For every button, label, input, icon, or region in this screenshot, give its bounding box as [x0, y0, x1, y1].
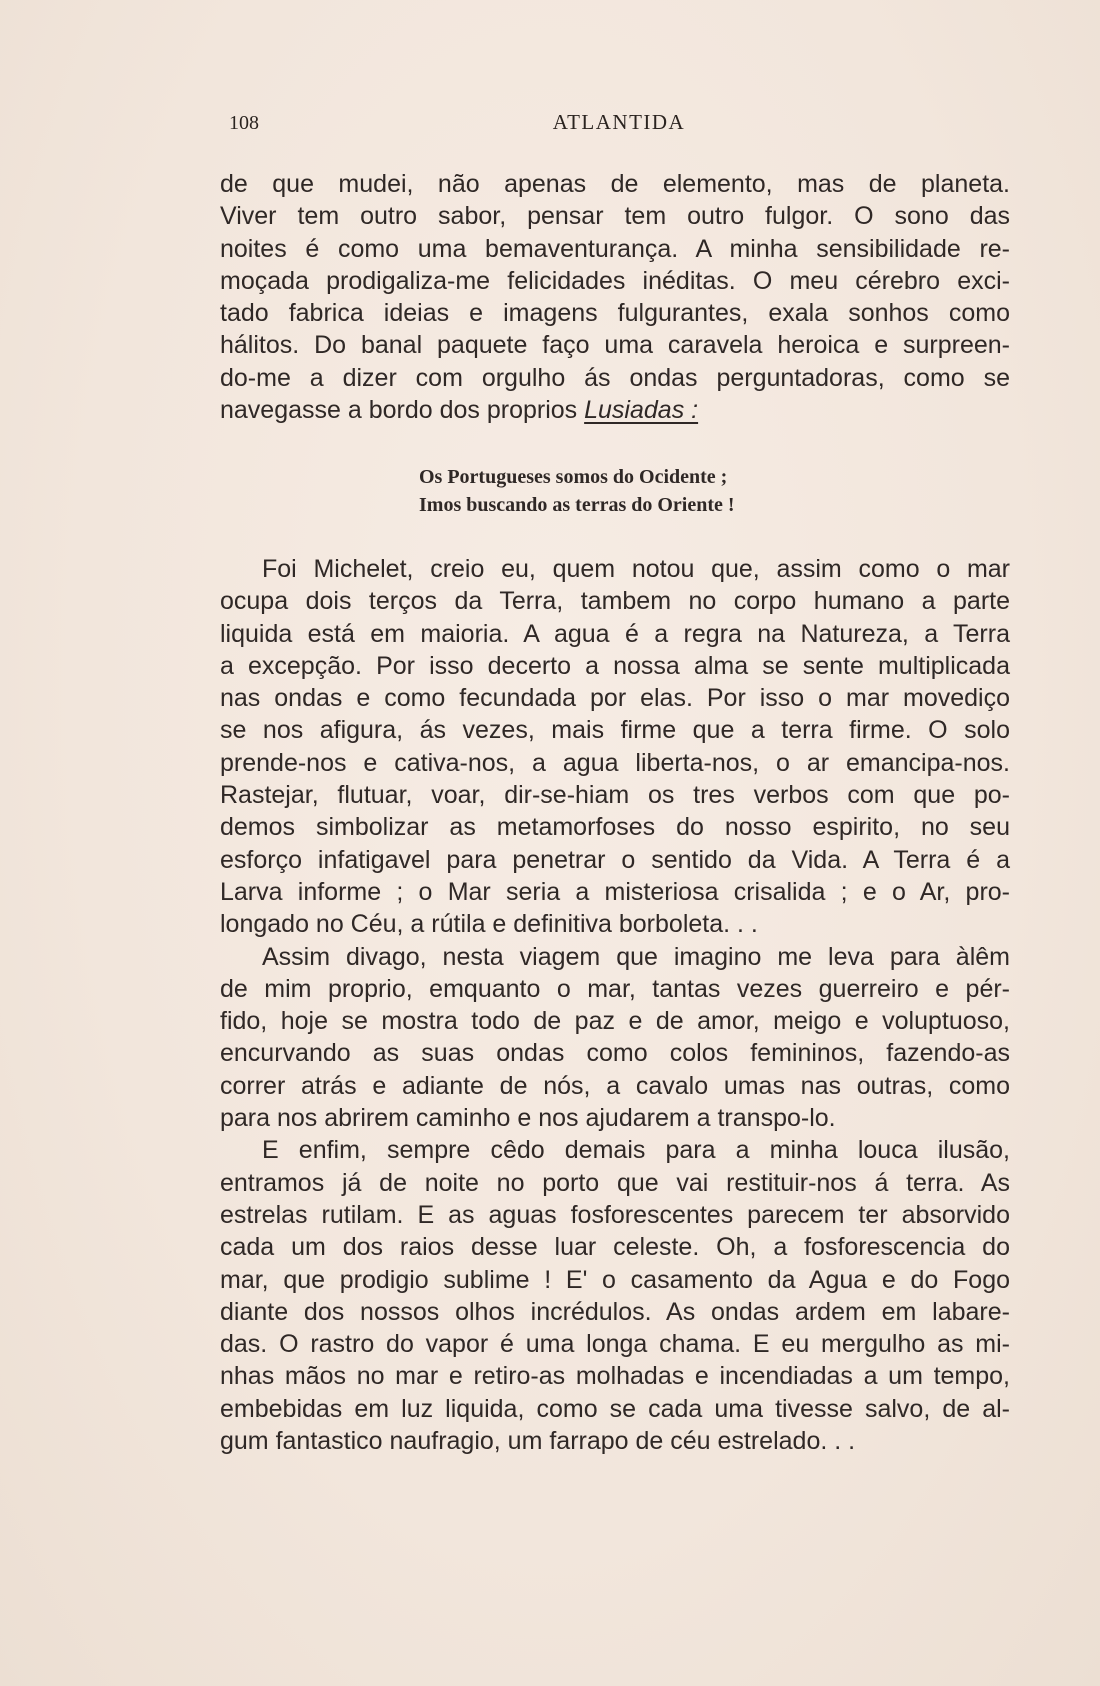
text-line: longado no Céu, a rútila e definitiva borboleta. . . — [220, 910, 758, 939]
text-line: a excepção. Por isso decerto a nossa alma se sente multiplicada — [220, 651, 1010, 680]
text-line: para nos abrirem caminho e nos ajudarem a transpo-lo. — [220, 1104, 836, 1133]
text-line: Foi Michelet, creio eu, quem notou que, assim como o mar — [262, 555, 1010, 583]
book-title-lusiadas: Lusiadas : — [584, 396, 699, 425]
text-line: Larva informe ; o Mar seria a misteriosa crisalida ; e o Ar, pro- — [220, 877, 1010, 906]
text-line: correr atrás e adiante de nós, a cavalo umas nas outras, como — [220, 1071, 1010, 1100]
text-line — [220, 394, 1010, 426]
running-title: ATLANTIDA — [552, 110, 686, 134]
text-line: mar, que prodigio sublime ! E' o casamento da Agua e do Fogo — [220, 1265, 1010, 1294]
text-line: diante dos nossos olhos incrédulos. As ondas ardem em labare- — [220, 1297, 1010, 1326]
text-line: Viver tem outro sabor, pensar tem outro fulgor. O sono das — [220, 202, 1010, 231]
paragraph-2 — [220, 553, 1010, 941]
verse-line-1: Os Portugueses somos do Ocidente ; — [419, 466, 728, 488]
text-line: prende-nos e cativa-nos, a agua liberta-nos, o ar emancipa-nos. — [220, 748, 1010, 777]
body-text-continued — [220, 553, 1010, 1457]
paragraph-1 — [220, 168, 1010, 426]
text-line: de que mudei, não apenas de elemento, mas de planeta. — [220, 170, 1010, 198]
text-line: encurvando as suas ondas como colos femininos, fazendo-as — [220, 1039, 1010, 1068]
text-line: das. O rastro do vapor é uma longa chama. E eu mergulho as mi- — [220, 1330, 1010, 1359]
text-line: E enfim, sempre cêdo demais para a minha louca ilusão, — [262, 1136, 1010, 1165]
text-line: liquida está em maioria. A agua é a regra na Natureza, a Terra — [220, 619, 1010, 648]
text-line: cada um dos raios desse luar celeste. Oh, a fosforescencia do — [220, 1233, 1010, 1262]
page-header — [229, 110, 1009, 140]
text-line: ocupa dois terços da Terra, tambem no corpo humano a parte — [220, 587, 1010, 616]
text-line: de mim proprio, emquanto o mar, tantas vezes guerreiro e pér- — [220, 974, 1010, 1003]
page-number: 108 — [229, 112, 259, 134]
verse-line-2: Imos buscando as terras do Oriente ! — [419, 494, 735, 516]
text-line: fido, hoje se mostra todo de paz e de amor, meigo e voluptuoso, — [220, 1007, 1010, 1036]
text-line: tado fabrica ideias e imagens fulgurantes, exala sonhos como — [220, 299, 1010, 328]
text-line: hálitos. Do banal paquete faço uma caravela heroica e surpreen- — [220, 331, 1010, 360]
text-line: embebidas em luz liquida, como se cada uma tivesse salvo, de al- — [220, 1394, 1010, 1423]
text-line: esforço infatigavel para penetrar o sentido da Vida. A Terra é a — [220, 845, 1010, 874]
text-line: demos simbolizar as metamorfoses do nosso espirito, no seu — [220, 813, 1010, 842]
text-line: moçada prodigaliza-me felicidades inéditas. O meu cérebro exci- — [220, 266, 1010, 295]
text-line: nhas mãos no mar e retiro-as molhadas e incendiadas a um tempo, — [220, 1362, 1010, 1391]
text-line: Assim divago, nesta viagem que imagino me leva para àlêm — [262, 942, 1010, 971]
text-line: do-me a dizer com orgulho ás ondas perguntadoras, como se — [220, 363, 1010, 392]
text-line: noites é como uma bemaventurança. A minha sensibilidade re- — [220, 234, 1010, 263]
text-line: se nos afigura, ás vezes, mais firme que a terra firme. O solo — [220, 716, 1010, 745]
text-line: estrelas rutilam. E as aguas fosforescentes parecem ter absorvido — [220, 1200, 1010, 1229]
text-line: gum fantastico naufragio, um farrapo de céu estrelado. . . — [220, 1427, 856, 1456]
text-line: entramos já de noite no porto que vai restituir-nos á terra. As — [220, 1168, 1010, 1197]
text-line: nas ondas e como fecundada por elas. Por isso o mar movediço — [220, 684, 1010, 713]
text-line-prefix: navegasse a bordo dos proprios — [220, 396, 585, 425]
paragraph-3 — [220, 941, 1010, 1135]
text-line: Rastejar, flutuar, voar, dir-se-hiam os tres verbos com que po- — [220, 781, 1010, 810]
paragraph-4 — [220, 1134, 1010, 1457]
verse-quote — [419, 463, 735, 519]
